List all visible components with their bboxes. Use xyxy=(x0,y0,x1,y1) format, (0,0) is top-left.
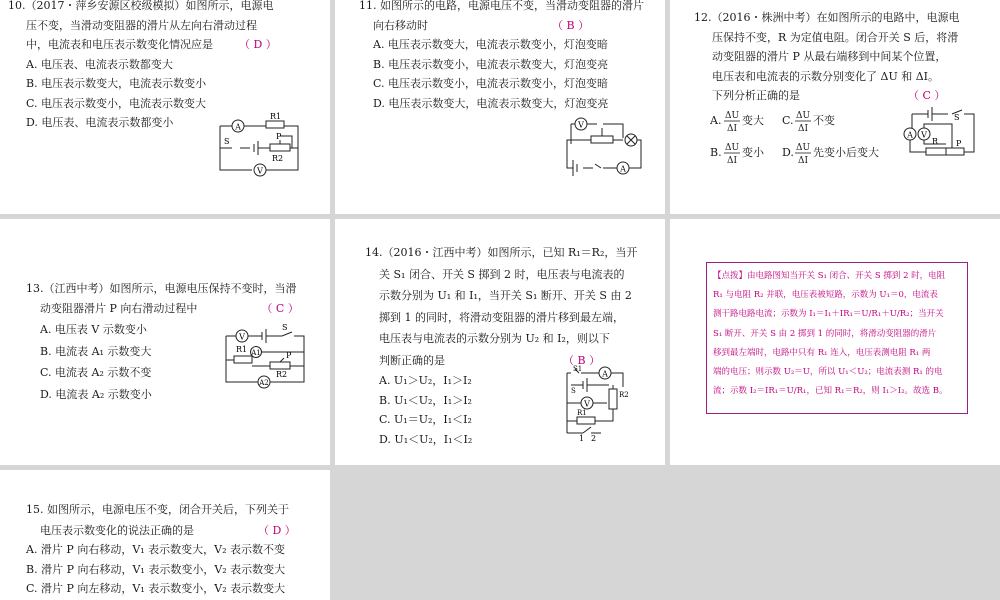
q14-circuit-diagram xyxy=(561,365,647,441)
q14-option-b: B. U₁＜U₂，I₁＞I₂ xyxy=(379,393,472,407)
q14-line-2: 关 S₁ 闭合、开关 S 掷到 2 时，电压表与电流表的 xyxy=(379,267,625,281)
q11-option-b: B. 电压表示数变小，电流表示数变大，灯泡变亮 xyxy=(373,57,609,71)
q15-option-a: A. 滑片 P 向右移动，V₁ 表示数变大，V₂ 表示数不变 xyxy=(26,543,286,556)
q15-option-b: B. 滑片 P 向右移动，V₁ 表示数变小，V₂ 表示数变大 xyxy=(26,562,286,576)
q12-answer: （ C ） xyxy=(908,89,946,102)
question-15-card xyxy=(0,470,330,600)
q13-voltmeter-label: V xyxy=(239,332,245,342)
question-12-text xyxy=(694,8,960,106)
tip-line-1: 【点拨】由电路图知当开关 S₁ 闭合、开关 S 掷到 2 时，电阻 xyxy=(713,271,946,281)
tip-line-3: 测干路电路电流；示数为 I₁＝I₁＋IR₁＝U/R₁＋U/R₂；当开关 xyxy=(713,309,944,320)
q10-line-2: 压不变，当滑动变阻器的滑片从左向右滑动过程 xyxy=(26,18,257,32)
q12-line-3: 动变阻器的滑片 P 从最右端移到中间某个位置， xyxy=(712,50,947,63)
q11-option-c: C. 电压表示数变小，电流表示数变小，灯泡变暗 xyxy=(373,77,609,90)
q14-line-5: 电压表与电流表的示数分别为 U₂ 和 I₂，则以下 xyxy=(379,332,610,345)
q10-option-a: A. 电压表、电流表示数都变大 xyxy=(26,57,173,71)
q12-frac-den: ΔI xyxy=(797,156,809,166)
q10-circuit-diagram xyxy=(208,110,308,182)
q14-terminal-2: 2 xyxy=(591,434,597,441)
q14-option-c: C. U₁＝U₂，I₁＜I₂ xyxy=(379,413,472,426)
q12-line-5: 下列分析正确的是 xyxy=(712,89,800,102)
q10-line-3: 中，电流表和电压表示数变化情况应是 xyxy=(26,38,213,51)
q15-line-2: 电压表示数变化的说法正确的是 xyxy=(40,523,194,537)
q14-r2-resistor-icon xyxy=(609,389,617,409)
tip-line-6: 端的电压；则示数 U₂＝U，所以 U₁＜U₂；电流表测 R₁ 的电 xyxy=(713,367,943,378)
q15-answer: （ D ） xyxy=(258,523,296,537)
tip-line-7: 流；示数 I₂＝IR₁＝U/R₁，已知 R₁＝R₂，则 I₁＞I₂。故选 B。 xyxy=(713,386,948,397)
tip-line-4: S₁ 断开、开关 S 由 2 掷到 1 的同时，将滑动变阻器的滑片 xyxy=(713,328,937,339)
question-13-card xyxy=(0,219,330,465)
q12-frac-den: ΔI xyxy=(726,156,738,166)
q12-option-a-text: 变大 xyxy=(742,114,764,127)
q11-line-2: 向右移动时 xyxy=(373,18,428,32)
q10-voltmeter-label: V xyxy=(257,166,263,176)
q14-tip-box xyxy=(706,262,968,414)
q11-rheostat-icon xyxy=(591,136,613,143)
q13-r1-label: R1 xyxy=(236,345,248,354)
q13-option-a: A. 电压表 V 示数变小 xyxy=(40,323,147,336)
question-11-card xyxy=(335,0,665,214)
q12-frac-num: ΔU xyxy=(795,111,811,121)
q14-s1-label: S1 xyxy=(573,365,583,373)
question-14-card xyxy=(335,219,665,465)
q14-line-1: 14.（2016・江西中考）如图所示，已知 R₁＝R₂，当开 xyxy=(365,246,638,259)
q11-option-d: D. 电压表示数变大，电流表示数变大，灯泡变亮 xyxy=(373,96,609,110)
question-11-text xyxy=(359,0,644,113)
q11-option-a: A. 电压表示数变大，电流表示数变小，灯泡变暗 xyxy=(373,38,608,51)
q10-r1-label: R1 xyxy=(270,112,282,121)
q13-line-2: 动变阻器滑片 P 向右滑动过程中 xyxy=(40,301,198,315)
q13-a2-label: A2 xyxy=(259,379,269,387)
q12-frac-num: ΔU xyxy=(724,111,740,121)
q10-option-d: D. 电压表、电流表示数都变小 xyxy=(26,116,174,129)
q12-s-label: S xyxy=(954,113,960,122)
q13-answer: （ C ） xyxy=(261,301,299,315)
q14-s-label: S xyxy=(571,387,576,395)
q14-voltmeter-label: V xyxy=(584,399,590,409)
q12-option-d-text: 先变小后变大 xyxy=(813,146,879,159)
q14-ammeter-label: A xyxy=(602,369,608,379)
q12-line-2: 压保持不变，R 为定值电阻。闭合开关 S 后，将滑 xyxy=(712,30,959,44)
q10-option-b: B. 电压表示数变大，电流表示数变小 xyxy=(26,77,207,90)
q12-line-4: 电压表和电流表的示数分别变化了 ΔU 和 ΔI。 xyxy=(712,69,939,83)
q14-answer: （ B ） xyxy=(563,353,601,367)
q12-option-d-label: D. xyxy=(782,146,794,159)
q10-r2-rheostat-icon xyxy=(270,144,290,151)
q14-line-4: 掷到 1 的同时，将滑动变阻器的滑片移到最左端， xyxy=(379,310,624,324)
q14-r1-resistor-icon xyxy=(577,417,595,424)
question-12-card xyxy=(670,0,1000,214)
q11-voltmeter-label: V xyxy=(578,120,584,130)
tip-line-5: 移到最左端时，电路中只有 R₁ 连入，电压表测电阻 R₁ 两 xyxy=(713,347,931,358)
q10-ammeter-label: A xyxy=(235,122,241,132)
q14-terminal-1: 1 xyxy=(579,434,585,441)
q12-frac-num: ΔU xyxy=(724,143,740,153)
q12-frac-den: ΔI xyxy=(726,124,738,134)
q12-option-b-label: B. xyxy=(710,146,722,159)
q15-line-1: 15. 如图所示，电源电压不变，闭合开关后，下列关于 xyxy=(26,503,289,516)
question-15-text xyxy=(26,500,296,599)
q10-option-c: C. 电压表示数变小，电流表示数变大 xyxy=(26,96,207,110)
q12-frac-num: ΔU xyxy=(795,143,811,153)
q11-line-1: 11. 如图所示的电路，电源电压不变，当滑动变阻器的滑片 xyxy=(359,0,644,12)
q13-r2-rheostat-icon xyxy=(270,362,290,369)
q13-circuit-diagram xyxy=(218,322,310,390)
q13-r2-label: R2 xyxy=(276,370,288,379)
q13-option-b: B. 电流表 A₁ 示数变大 xyxy=(40,344,152,358)
q12-option-c-label: C. xyxy=(782,114,794,127)
q13-a1-label: A1 xyxy=(251,349,261,357)
question-10-card xyxy=(0,0,330,214)
q13-p-label: P xyxy=(286,351,292,360)
q13-s-label: S xyxy=(282,323,288,332)
tip-line-2: R₁ 与电阻 R₂ 并联，电压表被短路，示数为 U₁＝0，电流表 xyxy=(713,290,938,301)
q10-r1-resistor-icon xyxy=(266,121,284,128)
q12-r-label: R xyxy=(932,137,939,146)
q14-option-d: D. U₁＜U₂，I₁＜I₂ xyxy=(379,432,473,446)
q12-circuit-diagram xyxy=(902,104,982,160)
q13-option-c: C. 电流表 A₂ 示数不变 xyxy=(40,366,152,379)
q12-option-c-text: 不变 xyxy=(813,114,835,127)
q14-line-6: 判断正确的是 xyxy=(379,353,445,367)
q13-option-d: D. 电流表 A₂ 示数变小 xyxy=(40,387,152,401)
q11-ammeter-label: A xyxy=(620,164,626,174)
q13-r1-resistor-icon xyxy=(234,356,252,363)
q12-options-math xyxy=(710,106,900,166)
q14-r1-label: R1 xyxy=(577,409,587,417)
q10-s-label: S xyxy=(224,137,230,146)
q12-p-label: P xyxy=(956,139,962,148)
q14-option-a: A. U₁＞U₂，I₁＞I₂ xyxy=(379,374,472,387)
q13-line-1: 13.（江西中考）如图所示，电源电压保持不变时，当滑 xyxy=(26,282,297,295)
q14-r2-label: R2 xyxy=(619,391,629,399)
q12-option-b-text: 变小 xyxy=(742,146,764,159)
q10-r2-label: R2 xyxy=(272,154,284,163)
q12-line-1: 12.（2016・株洲中考）在如图所示的电路中，电源电 xyxy=(694,11,960,24)
q12-ammeter-label: A xyxy=(907,130,913,140)
q12-r-resistor-icon xyxy=(926,148,946,155)
q11-circuit-diagram xyxy=(563,114,645,182)
q12-voltmeter-label: V xyxy=(921,130,927,140)
q12-frac-den: ΔI xyxy=(797,124,809,134)
q10-line-1: 10.（2017・萍乡安源区校级模拟）如图所示，电源电 xyxy=(8,0,274,12)
q12-rheostat-icon xyxy=(946,148,964,155)
q11-answer: （ B ） xyxy=(552,18,590,32)
q14-line-3: 示数分别为 U₁ 和 I₁，当开关 S₁ 断开、开关 S 由 2 xyxy=(379,289,632,302)
q10-answer: （ D ） xyxy=(239,38,277,51)
q10-p-label: P xyxy=(276,132,282,141)
q15-option-c: C. 滑片 P 向左移动，V₁ 表示数变小，V₂ 表示数变大 xyxy=(26,582,286,595)
q12-option-a-label: A. xyxy=(710,114,722,127)
